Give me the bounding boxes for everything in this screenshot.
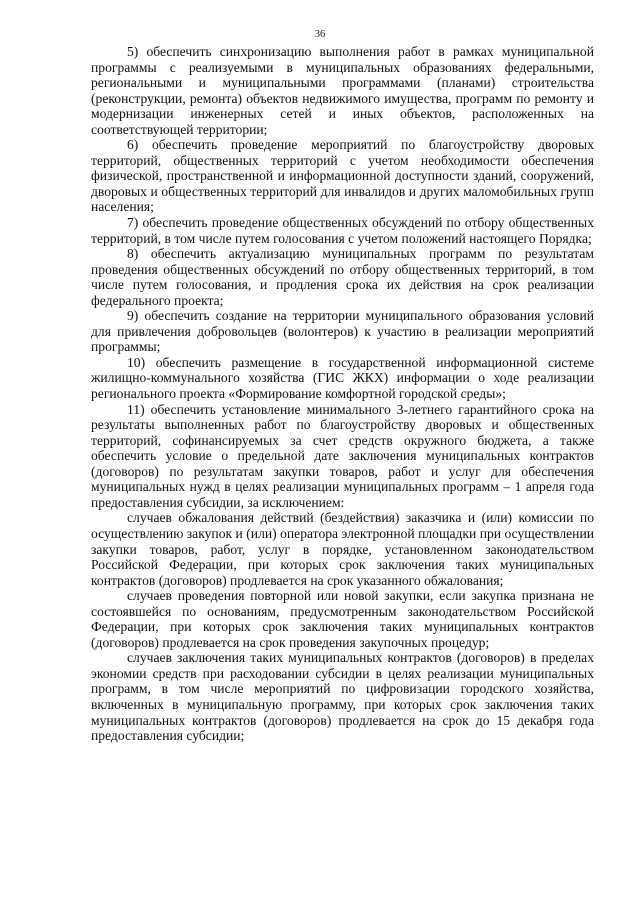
page-number: 36 xyxy=(314,29,326,40)
paragraph-item-5: 5) обеспечить синхронизацию выполнения работ в рамках муниципальной программы с реализуемыми в муниципальных образованиях федеральными, региональными и муниципальными программами (планами) строительства (реконструкции, ремонта) объектов недвижимого имущества, программ по ремонту и модернизации инженерных сетей и иных объектов, расположенных на соответствующей территории; xyxy=(91,44,594,137)
paragraph-item-10: 10) обеспечить размещение в государственной информационной системе жилищно-коммунального хозяйства (ГИС ЖКХ) информации о ходе реализации регионального проекта «Формирование комфортной городской среды»; xyxy=(91,354,594,402)
paragraph-item-8: 8) обеспечить актуализацию муниципальных программ по результатам проведения общественных обсуждений по отбору общественных территорий, в том числе путем голосования, и продления срока их действия на срок реализации федерального проекта; xyxy=(91,246,594,308)
paragraph-item-6: 6) обеспечить проведение мероприятий по благоустройству дворовых территорий, общественных территорий с учетом необходимости обеспечения физической, пространственной и информационной доступности зданий, сооружений, дворовых и общественных территорий для инвалидов и других маломобильных групп населения; xyxy=(91,137,594,215)
paragraph-exception-repeat-procurement: случаев проведения повторной или новой закупки, если закупка признана не состоявшейся по основаниям, предусмотренным законодательством Российской Федерации, при которых срок заключения таких муниципальных контрактов (договоров) продлевается на срок проведения закупочных процедур; xyxy=(91,588,594,650)
paragraph-exception-savings: случаев заключения таких муниципальных контрактов (договоров) в пределах экономии средств при расходовании субсидии в целях реализации муниципальных программ, в том числе мероприятий по цифровизации городского хозяйства, включенных в муниципальную программу, при которых срок заключения таких муниципальных контрактов (договоров) продлевается на срок до 15 декабря года предоставления субсидии; xyxy=(91,650,594,744)
paragraph-item-7: 7) обеспечить проведение общественных обсуждений по отбору общественных территорий, в том числе путем голосования с учетом положений настоящего Порядка; xyxy=(91,215,594,246)
document-body xyxy=(91,44,594,744)
paragraph-item-11: 11) обеспечить установление минимального 3-летнего гарантийного срока на результаты выполненных работ по благоустройству дворовых и общественных территорий, софинансируемых за счет средств окружного бюджета, а также обеспечить условие о предельной дате заключения муниципальных контрактов (договоров) по результатам закупки товаров, работ и услуг для обеспечения муниципальных нужд в целях реализации муниципальных программ – 1 апреля года предоставления субсидии, за исключением: xyxy=(91,401,594,510)
paragraph-item-9: 9) обеспечить создание на территории муниципального образования условий для привлечения добровольцев (волонтеров) к участию в реализации мероприятий программы; xyxy=(91,308,594,355)
paragraph-exception-appeal: случаев обжалования действий (бездействия) заказчика и (или) комиссии по осуществлению закупок и (или) оператора электронной площадки при осуществлении закупки товаров, работ, услуг в порядке, установленном законодательством Российской Федерации, при которых срок заключения таких муниципальных контрактов (договоров) продлевается на срок указанного обжалования; xyxy=(91,510,594,588)
